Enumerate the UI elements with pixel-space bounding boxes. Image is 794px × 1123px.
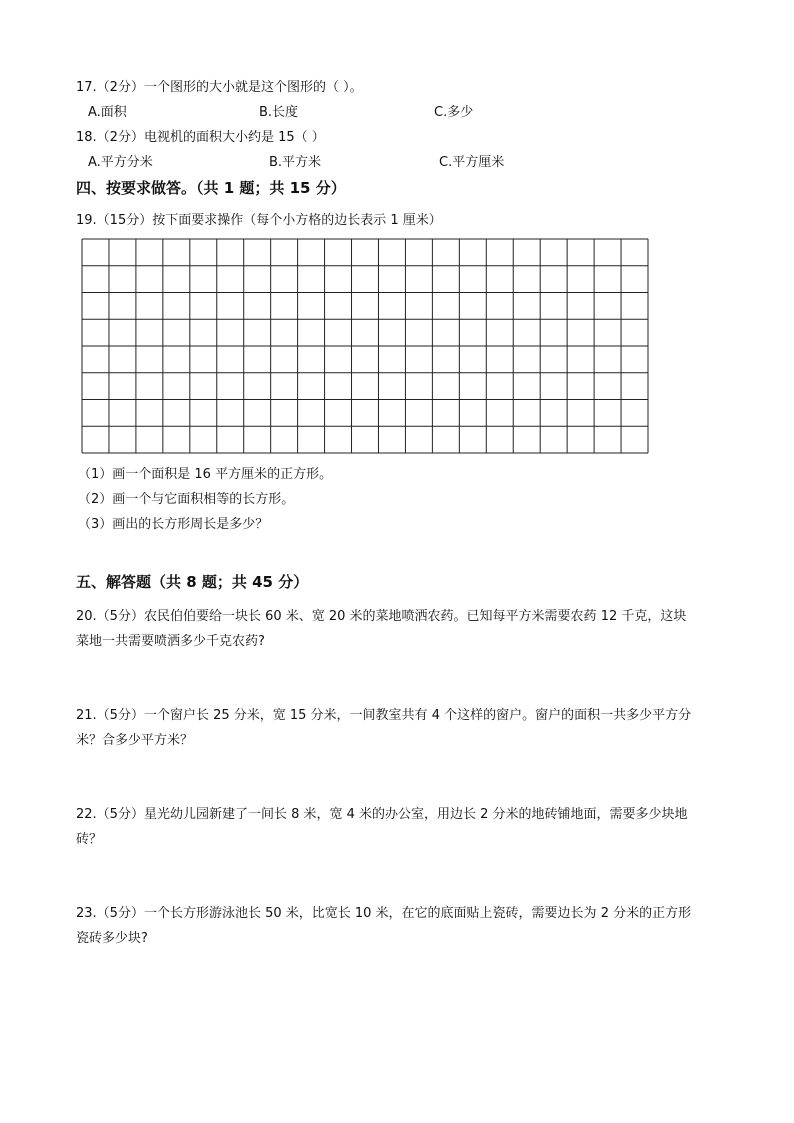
question-20-line-1: 20.（5分）农民伯伯要给一块长 60 米、宽 20 米的菜地喷洒农药。已知每平方米需要农药 12 千克，这块 <box>76 609 687 624</box>
section-4-heading: 四、按要求做答。（共 1 题；共 15 分） <box>76 179 346 197</box>
question-17-stem: 17.（2分）一个图形的大小就是这个图形的（ ）。 <box>76 80 363 95</box>
square-grid <box>81 238 649 454</box>
question-21-line-2: 米？合多少平方米？ <box>76 733 194 748</box>
question-23-line-1: 23.（5分）一个长方形游泳池长 50 米，比宽长 10 米，在它的底面贴上瓷砖，需要边长为 2 分米的正方形 <box>76 906 692 921</box>
question-18-option-c: C.平方厘米 <box>439 155 505 170</box>
question-22-line-1: 22.（5分）星光幼儿园新建了一间长 8 米，宽 4 米的办公室，用边长 2 分米的地砖铺地面，需要多少块地 <box>76 807 688 822</box>
question-19-part-2: （2）画一个与它面积相等的长方形。 <box>78 492 295 507</box>
question-23-line-2: 瓷砖多少块? <box>76 931 148 946</box>
question-22-line-2: 砖？ <box>76 832 103 847</box>
question-17-option-a: A.面积 <box>88 105 127 120</box>
question-18-stem: 18.（2分）电视机的面积大小约是 15（ ） <box>76 130 325 145</box>
question-18-option-b: B.平方米 <box>269 155 322 170</box>
question-19-stem: 19.（15分）按下面要求操作（每个小方格的边长表示 1 厘米） <box>76 213 442 228</box>
question-17-option-b: B.长度 <box>259 105 299 120</box>
question-17-option-c: C.多少 <box>434 105 474 120</box>
question-18-option-a: A.平方分米 <box>88 155 153 170</box>
section-5-heading: 五、解答题（共 8 题；共 45 分） <box>76 573 309 591</box>
question-20-line-2: 菜地一共需要喷洒多少千克农药? <box>76 634 265 649</box>
question-21-line-1: 21.（5分）一个窗户长 25 分米，宽 15 分米，一间教室共有 4 个这样的窗户。窗户的面积一共多少平方分 <box>76 708 692 723</box>
question-19-part-3: （3）画出的长方形周长是多少？ <box>78 517 269 532</box>
question-19-part-1: （1）画一个面积是 16 平方厘米的正方形。 <box>78 467 333 482</box>
